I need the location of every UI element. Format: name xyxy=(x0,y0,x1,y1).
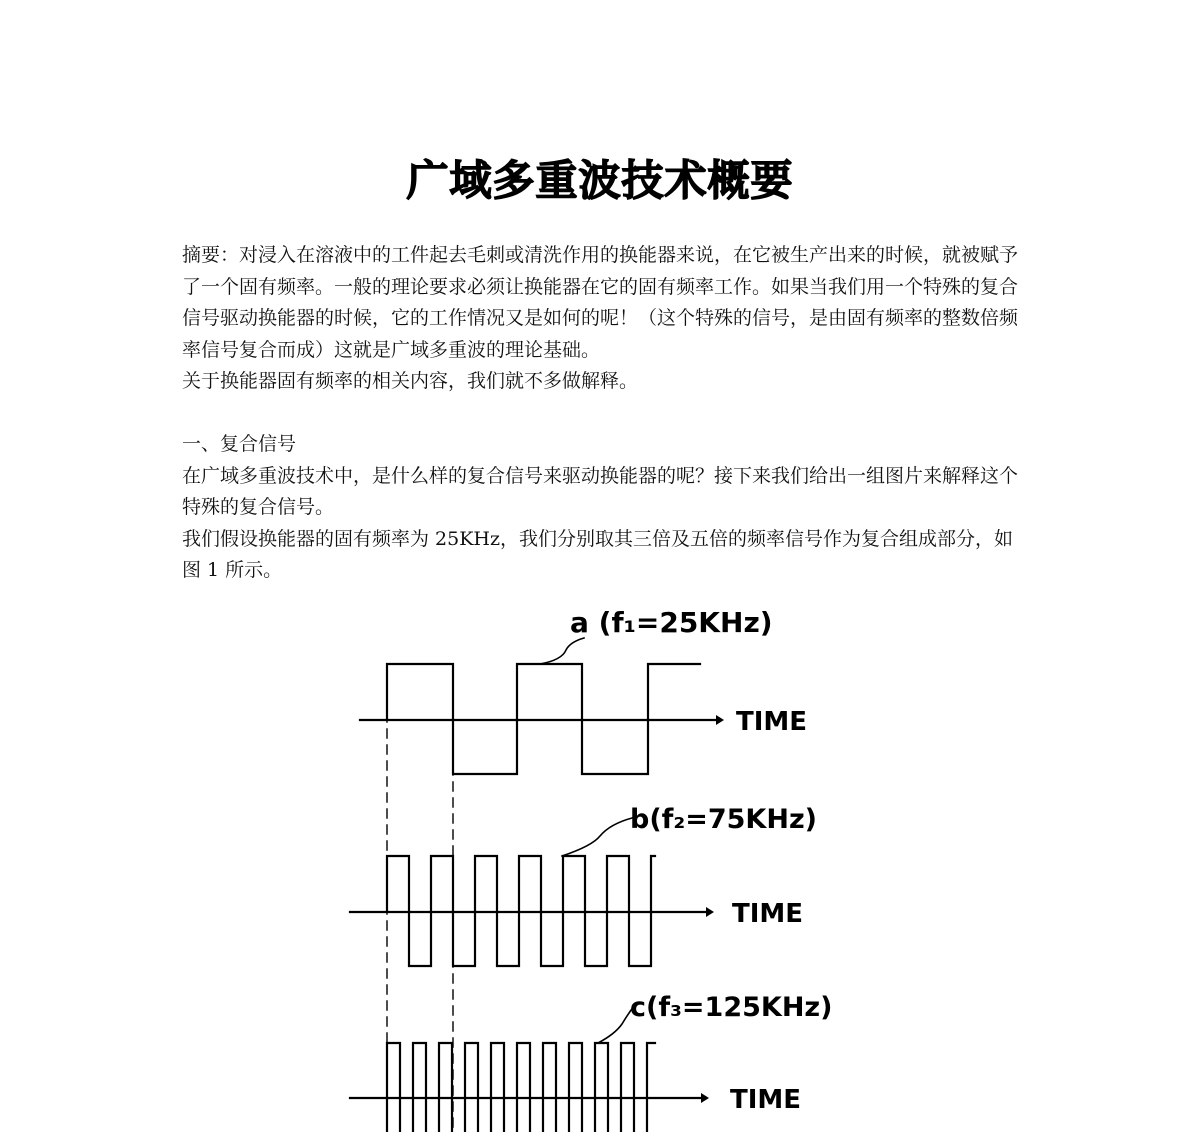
leader-line xyxy=(562,818,632,856)
waveform-diagram xyxy=(330,588,870,1132)
arrow-icon xyxy=(701,1093,709,1103)
body-paragraph: 我们假设换能器的固有频率为 25KHz，我们分别取其三倍及五倍的频率信号作为复合组成部分，如图 1 所示。 xyxy=(182,527,1013,581)
time-label: TIME xyxy=(736,707,808,737)
section-heading: 一、复合信号 xyxy=(182,433,297,455)
waveform-c xyxy=(387,1043,655,1132)
figure-1 xyxy=(330,588,870,1132)
page-title: 广域多重波技术概要 xyxy=(406,156,794,205)
time-label: TIME xyxy=(730,1085,802,1115)
leader-line xyxy=(598,1006,634,1043)
body-paragraph: 在广域多重波技术中，是什么样的复合信号来驱动换能器的呢？接下来我们给出一组图片来解释这个特殊的复合信号。 xyxy=(182,464,1019,518)
leader-line xyxy=(540,638,584,664)
wave-a-label: a (f₁=25KHz) xyxy=(570,606,773,639)
wave-c-label: c(f₃=125KHz) xyxy=(630,992,833,1023)
body-paragraph: 关于换能器固有频率的相关内容，我们就不多做解释。 xyxy=(182,370,639,392)
arrow-icon xyxy=(716,715,724,725)
time-label: TIME xyxy=(732,899,804,929)
arrow-icon xyxy=(706,907,714,917)
abstract-paragraph: 摘要：对浸入在溶液中的工件起去毛刺或清洗作用的换能器来说，在它被生产出来的时候，就被赋予了一个固有频率。一般的理论要求必须让换能器在它的固有频率工作。如果当我们用一个特殊的复合信号驱动换能器的时候，它的工作情况又是如何的呢！（这个特殊的信号，是由固有频率的整数倍频率信号复合而成）这就是广域多重波的理论基础。 xyxy=(182,244,1019,361)
paragraph-spacer xyxy=(182,398,1022,430)
wave-b-label: b(f₂=75KHz) xyxy=(630,804,818,835)
document-body xyxy=(182,240,1022,587)
